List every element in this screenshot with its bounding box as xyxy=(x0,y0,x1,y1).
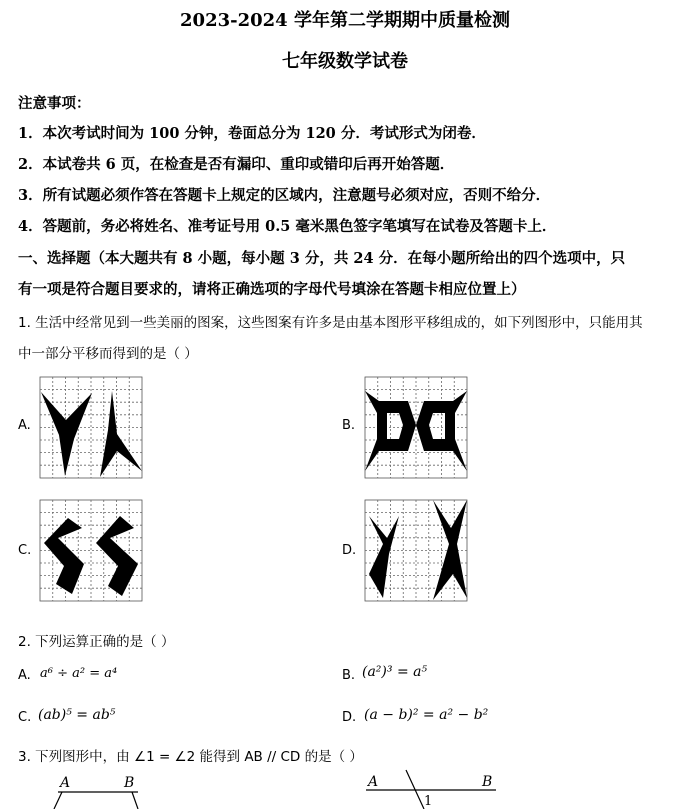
s-shape-right xyxy=(96,516,138,596)
q2-option-b-label[interactable]: B. xyxy=(342,668,356,683)
grid xyxy=(40,377,142,478)
angle-1-label: 1 xyxy=(424,794,433,809)
q1-stem-line1: 1. 生活中经常见到一些美丽的图案，这些图案有许多是由基本图形平移组成的，如下列图形中，只能用其 xyxy=(18,315,643,331)
q2-option-b-expression: (a²)³ = a⁵ xyxy=(362,664,428,680)
q1-figure-a[interactable] xyxy=(38,375,144,480)
q1-option-d-label[interactable]: D. xyxy=(342,543,357,558)
notice-item-1: 1．本次考试时间为 100 分钟，卷面总分为 120 分．考试形式为闭卷． xyxy=(18,125,486,142)
q2-option-a-expression: a⁶ ÷ a² = a⁴ xyxy=(40,666,118,681)
q1-option-b-label[interactable]: B. xyxy=(342,418,356,433)
section-heading-line2: 有一项是符合题目要求的，请将正确选项的字母代号填涂在答题卡相应位置上） xyxy=(18,281,526,298)
q2-option-d-expression: (a − b)² = a² − b² xyxy=(364,707,489,723)
point-b-label: B xyxy=(482,774,493,790)
q2-option-d-label[interactable]: D. xyxy=(342,710,357,725)
exam-subtitle: 七年级数学试卷 xyxy=(282,51,408,72)
q3-stem: 3. 下列图形中，由 ∠1 = ∠2 能得到 AB // CD 的是（ ） xyxy=(18,749,363,765)
x-shape-left xyxy=(369,516,399,598)
notice-item-4: 4．答题前，务必将姓名、准考证号用 0.5 毫米黑色签字笔填写在试卷及答题卡上． xyxy=(18,218,557,235)
q3-figure-a[interactable] xyxy=(40,772,160,809)
q2-option-c-label[interactable]: C. xyxy=(18,710,32,725)
y-shape-left xyxy=(41,392,92,476)
point-a-label: A xyxy=(60,775,71,791)
q1-figure-c[interactable] xyxy=(38,498,144,603)
section-heading-line1: 一、选择题（本大题共有 8 小题，每小题 3 分，共 24 分．在每小题所给出的四个选项中，只 xyxy=(18,250,626,267)
q1-option-a-label[interactable]: A. xyxy=(18,418,31,433)
q2-option-c-expression: (ab)⁵ = ab⁵ xyxy=(38,707,116,723)
y-shape-right xyxy=(100,391,142,477)
transversal-right xyxy=(132,792,138,809)
point-a-label: A xyxy=(368,774,379,790)
q1-stem-line2: 中一部分平移而得到的是（ ） xyxy=(18,346,198,362)
exam-title: 2023-2024 学年第二学期期中质量检测 xyxy=(180,10,510,31)
q1-option-c-label[interactable]: C. xyxy=(18,543,32,558)
notice-heading: 注意事项： xyxy=(18,95,91,112)
q1-figure-d[interactable] xyxy=(363,498,469,603)
notice-item-3: 3．所有试题必须作答在答题卡上规定的区域内，注意题号必须对应，否则不给分． xyxy=(18,187,551,204)
q2-stem: 2. 下列运算正确的是（ ） xyxy=(18,634,175,650)
q2-option-a-label[interactable]: A. xyxy=(18,668,31,683)
q1-figure-b[interactable] xyxy=(363,375,469,480)
notice-item-2: 2．本试卷共 6 页，在检查是否有漏印、重印或错印后再开始答题． xyxy=(18,156,455,173)
point-b-label: B xyxy=(124,775,135,791)
q3-figure-b[interactable] xyxy=(362,768,512,809)
transversal-left xyxy=(54,792,62,809)
